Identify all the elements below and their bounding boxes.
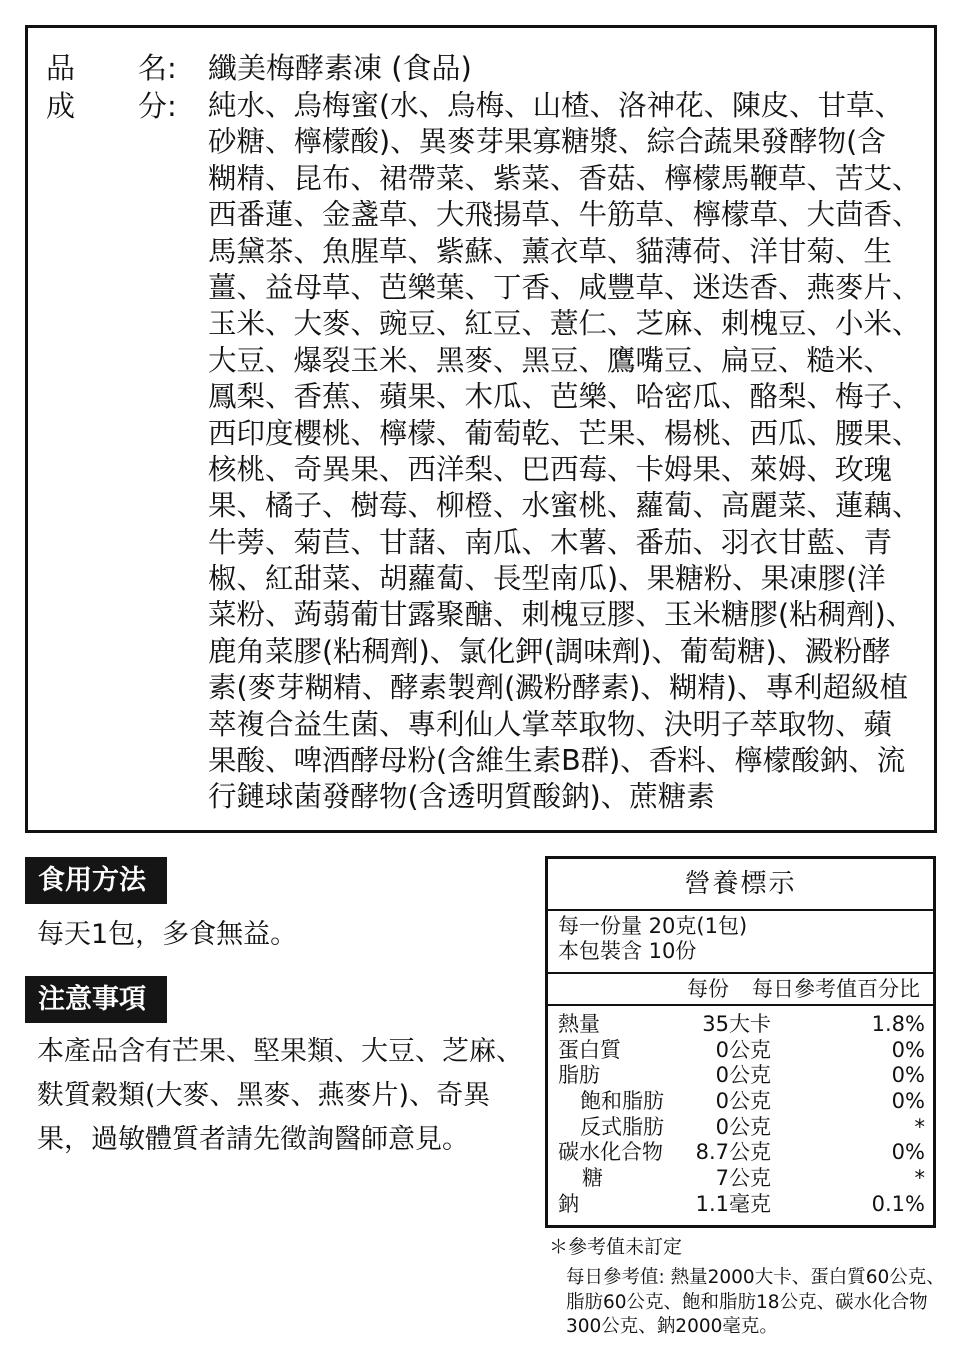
- nutrition-row: [548, 1089, 933, 1115]
- notice-heading: 注意事項: [25, 976, 167, 1023]
- nutrient-daily-pct: 0%: [891, 1140, 925, 1165]
- notice-line: 本產品含有芒果、堅果類、大豆、芝麻、: [37, 1036, 523, 1067]
- name-label-2: 名:: [138, 51, 177, 85]
- serving-size: 每一份量 20克(1包): [558, 914, 748, 938]
- ingredients-list: [208, 88, 938, 816]
- ingredient-line: 西印度櫻桃、檸檬、葡萄乾、芒果、楊桃、西瓜、腰果、: [208, 416, 921, 450]
- ingredient-line: 西番蓮、金盞草、大飛揚草、牛筋草、檸檬草、大茴香、: [208, 198, 921, 232]
- serving-info: [558, 914, 747, 964]
- nutrition-facts-table: [545, 856, 936, 1228]
- ingredient-line: 萃複合益生菌、專利仙人掌萃取物、決明子萃取物、蘋: [208, 707, 893, 741]
- nutrient-daily-pct: *: [914, 1114, 925, 1139]
- nutrition-rows: [548, 1012, 933, 1218]
- ingredient-line: 大豆、爆裂玉米、黑麥、黑豆、鷹嘴豆、扁豆、糙米、: [208, 343, 893, 377]
- ingredient-line: 素(麥芽糊精、酵素製劑(澱粉酵素)、糊精)、專利超級植: [208, 671, 908, 705]
- ingredients-label-2: 分:: [138, 89, 177, 123]
- nutrient-name: 飽和脂肪: [580, 1089, 664, 1114]
- ingredient-line: 行鏈球菌發酵物(含透明質酸鈉)、蔗糖素: [208, 780, 715, 814]
- daily-reference-line: 300公克、鈉2000毫克。: [566, 1316, 778, 1337]
- nutrition-row: [548, 1038, 933, 1064]
- nutrient-daily-pct: *: [914, 1166, 925, 1191]
- notice-text: [37, 1030, 523, 1162]
- nutrient-value: 35大卡: [702, 1012, 771, 1036]
- nutrient-name: 鈉: [558, 1191, 579, 1216]
- nutrient-daily-pct: 0%: [891, 1063, 925, 1088]
- ingredient-line: 果酸、啤酒酵母粉(含維生素B群)、香料、檸檬酸鈉、流: [208, 744, 906, 778]
- ingredient-line: 糊精、昆布、裙帶菜、紫菜、香菇、檸檬馬鞭草、苦艾、: [208, 161, 921, 195]
- usage-heading: 食用方法: [25, 857, 167, 904]
- nutrition-row: [548, 1192, 933, 1218]
- nutrient-value: 8.7公克: [695, 1140, 771, 1165]
- nutrition-row: [548, 1012, 933, 1038]
- nutrition-title: 營養標示: [684, 869, 797, 899]
- usage-text: 每天1包，多食無益。: [37, 919, 298, 950]
- nutrient-daily-pct: 0.1%: [871, 1191, 925, 1216]
- ingredient-line: 菜粉、蒟蒻葡甘露聚醣、刺槐豆膠、玉米糖膠(粘稠劑)、: [208, 598, 915, 632]
- nutrient-value: 1.1毫克: [695, 1191, 771, 1216]
- product-info-box: [25, 25, 937, 833]
- col-per-serving: 每份: [687, 977, 729, 1001]
- product-name: 纖美梅酵素凍 (食品): [208, 51, 472, 85]
- nutrient-value: 0公克: [715, 1063, 771, 1088]
- nutrient-value: 0公克: [715, 1037, 771, 1062]
- ingredient-line: 純水、烏梅蜜(水、烏梅、山楂、洛神花、陳皮、甘草、: [208, 89, 904, 122]
- nutrient-value: 0公克: [715, 1114, 771, 1139]
- nutrient-daily-pct: 0%: [891, 1037, 925, 1062]
- ingredient-line: 核桃、奇異果、西洋梨、巴西莓、卡姆果、萊姆、玫瑰: [208, 452, 893, 486]
- col-daily-pct: 每日參考值百分比: [752, 977, 920, 1001]
- notice-line: 果，過敏體質者請先徵詢醫師意見。: [37, 1124, 469, 1155]
- nutrient-name: 熱量: [558, 1012, 600, 1036]
- nutrient-name: 糖: [582, 1166, 603, 1191]
- servings-per-pack: 本包裝含 10份: [558, 939, 697, 963]
- ingredient-line: 馬黛茶、魚腥草、紫蘇、薰衣草、貓薄荷、洋甘菊、生: [208, 234, 893, 268]
- daily-reference-line: 每日參考值: 熱量2000大卡、蛋白質60公克、: [566, 1267, 945, 1288]
- ingredient-line: 鳳梨、香蕉、蘋果、木瓜、芭樂、哈密瓜、酪梨、梅子、: [208, 380, 921, 414]
- daily-reference: [566, 1266, 946, 1340]
- ingredient-line: 薑、益母草、芭樂葉、丁香、咸豐草、迷迭香、燕麥片、: [208, 270, 921, 304]
- daily-reference-line: 脂肪60公克、飽和脂肪18公克、碳水化合物: [566, 1291, 928, 1313]
- ingredient-line: 果、橘子、樹莓、柳橙、水蜜桃、蘿蔔、高麗菜、蓮藕、: [208, 489, 921, 523]
- footnote: ＊參考值未訂定: [549, 1236, 683, 1258]
- notice-line: 麩質穀類(大麥、黑麥、燕麥片)、奇異: [37, 1080, 491, 1111]
- nutrient-name: 碳水化合物: [558, 1140, 663, 1165]
- divider: [548, 1004, 933, 1006]
- nutrient-name: 脂肪: [558, 1063, 600, 1088]
- nutrition-row: [548, 1166, 933, 1192]
- ingredient-line: 椒、紅甜菜、胡蘿蔔、長型南瓜)、果糖粉、果凍膠(洋: [208, 562, 886, 596]
- ingredient-line: 鹿角菜膠(粘稠劑)、氯化鉀(調味劑)、葡萄糖)、澱粉酵: [208, 634, 891, 668]
- divider: [548, 909, 933, 911]
- nutrient-daily-pct: 0%: [891, 1089, 925, 1114]
- nutrition-row: [548, 1063, 933, 1089]
- nutrient-name: 蛋白質: [558, 1037, 621, 1062]
- nutrient-name: 反式脂肪: [580, 1114, 664, 1139]
- nutrient-daily-pct: 1.8%: [871, 1012, 925, 1036]
- ingredient-line: 牛蒡、菊苣、甘藷、南瓜、木薯、番茄、羽衣甘藍、青: [208, 525, 893, 559]
- ingredient-line: 玉米、大麥、豌豆、紅豆、薏仁、芝麻、刺槐豆、小米、: [208, 307, 921, 341]
- nutrient-value: 7公克: [715, 1166, 771, 1191]
- name-label-1: 品: [46, 51, 76, 85]
- ingredients-label-1: 成: [46, 89, 76, 123]
- nutrition-row: [548, 1140, 933, 1166]
- nutrient-value: 0公克: [715, 1089, 771, 1114]
- ingredient-line: 砂糖、檸檬酸)、異麥芽果寡糖漿、綜合蔬果發酵物(含: [208, 125, 886, 159]
- nutrition-row: [548, 1115, 933, 1141]
- nutrition-header: [548, 974, 933, 1004]
